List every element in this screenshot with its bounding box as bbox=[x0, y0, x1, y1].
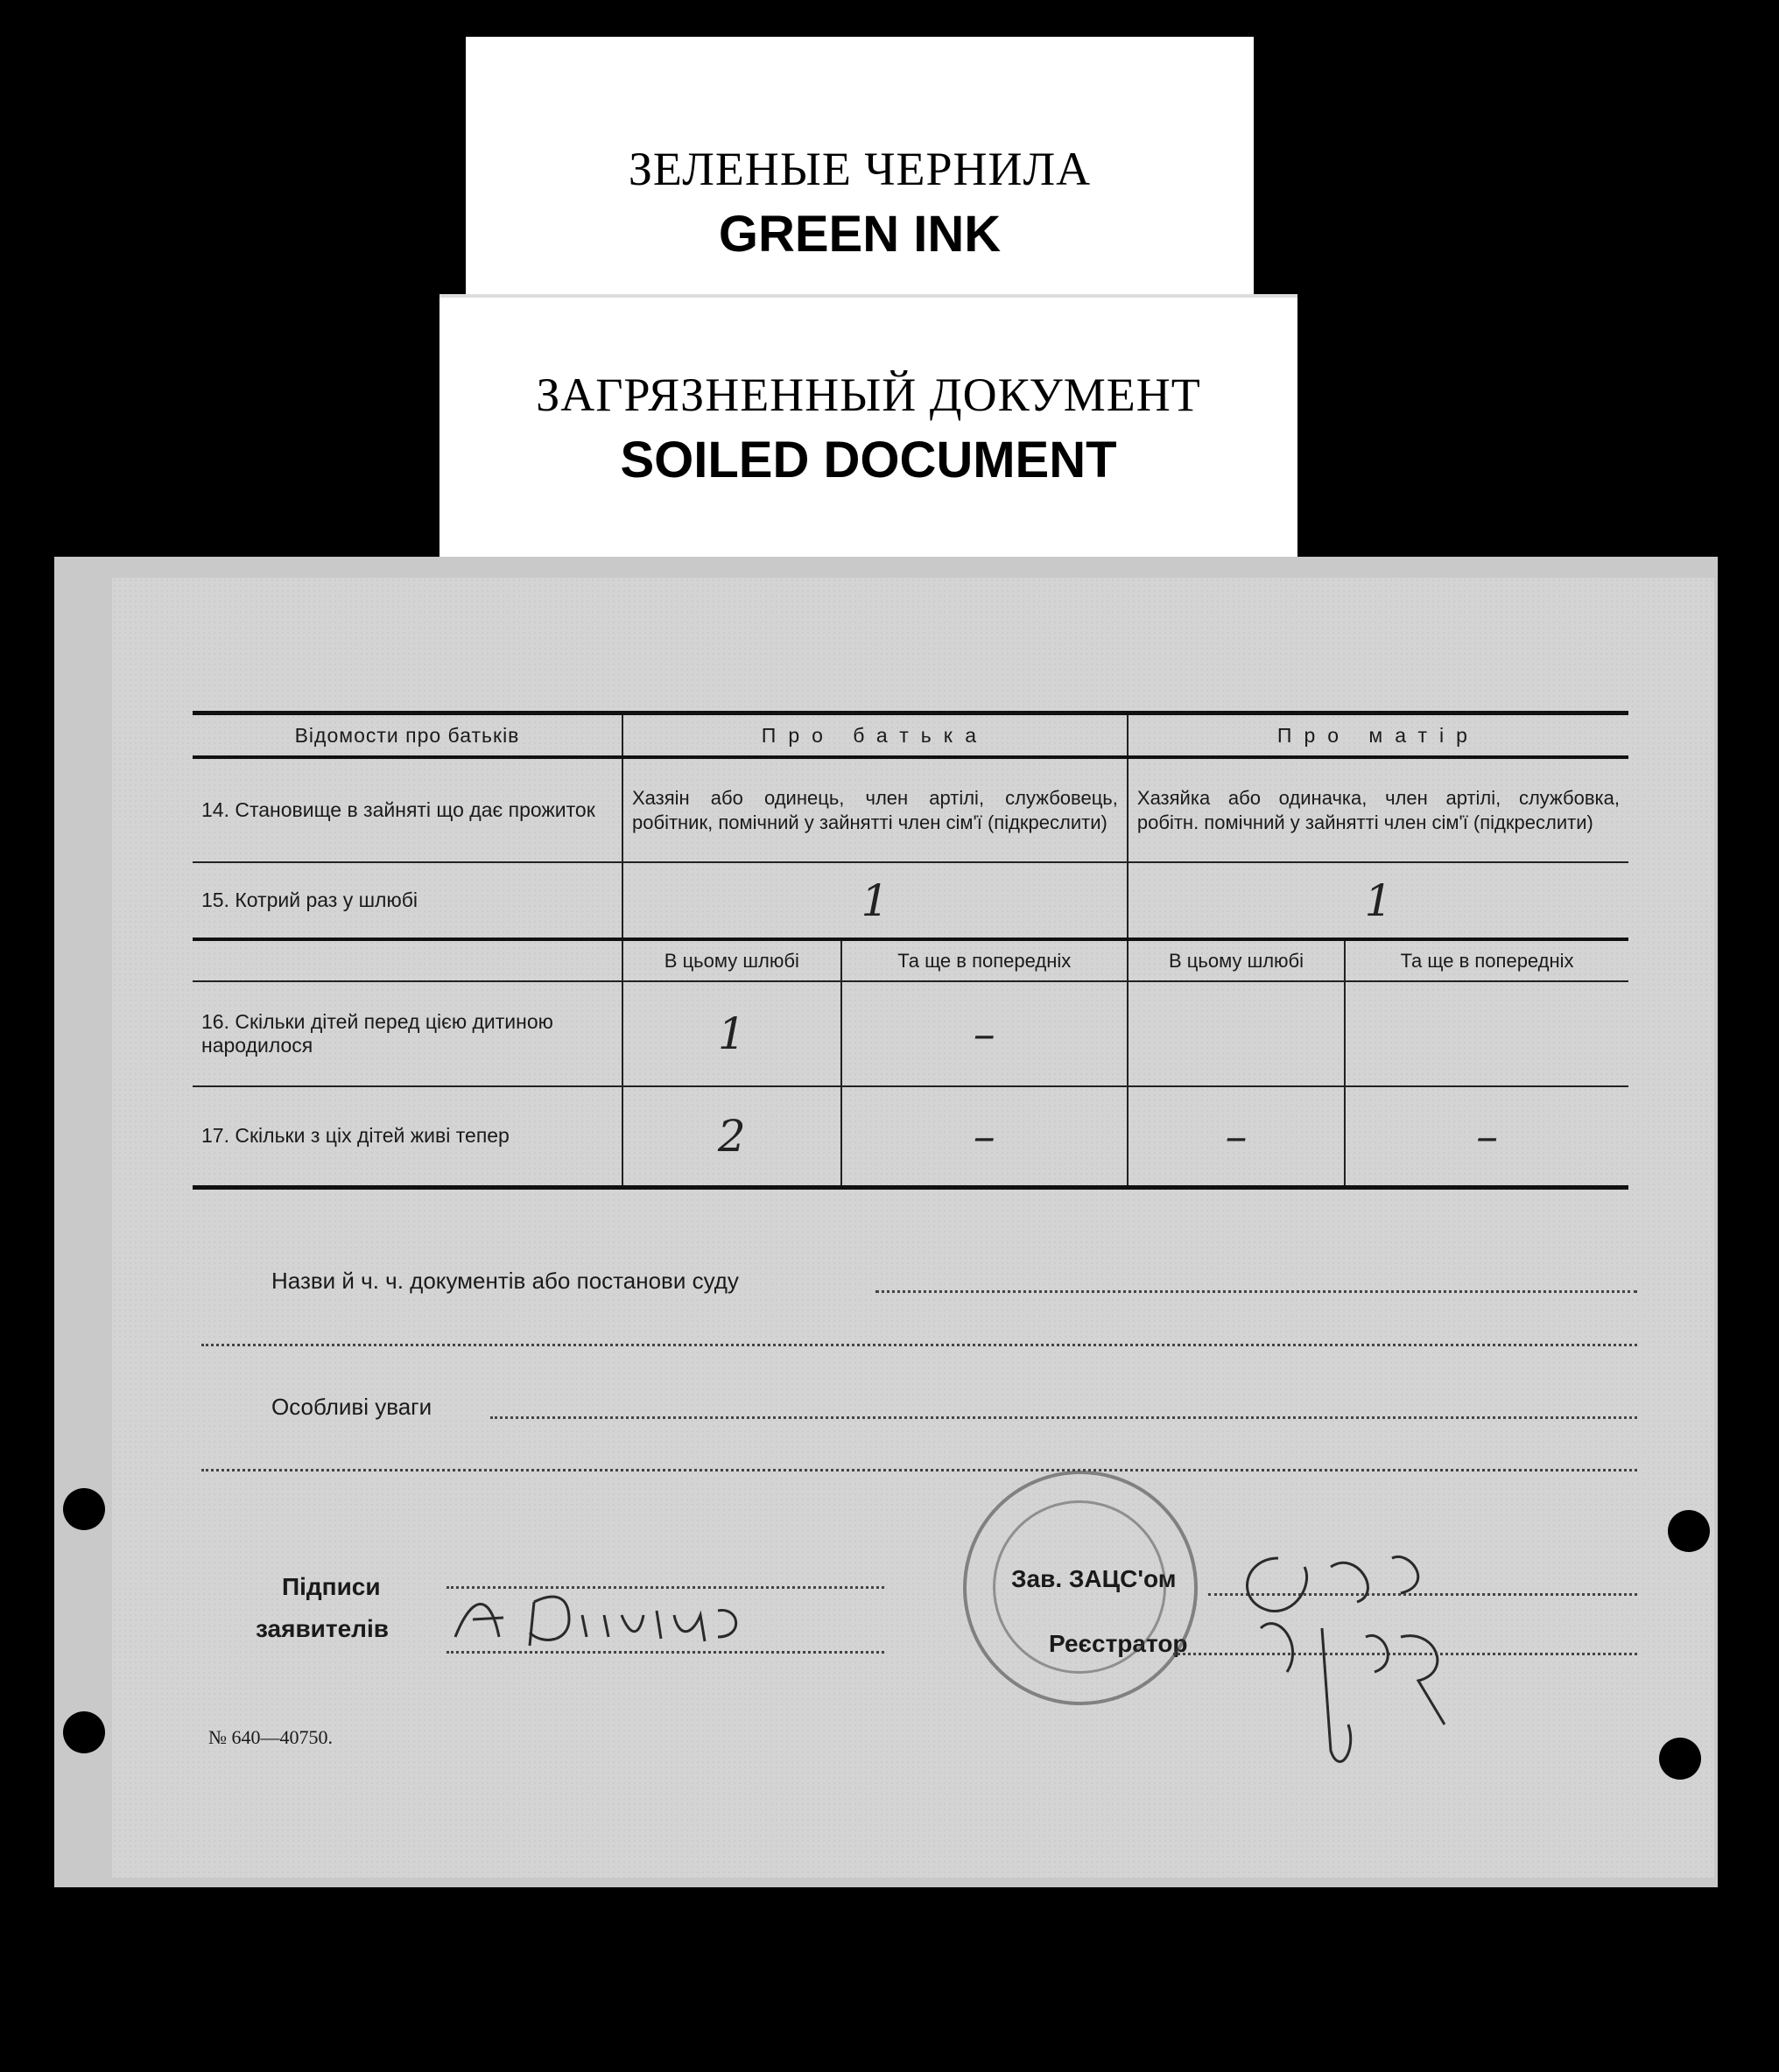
documents-line bbox=[875, 1290, 1637, 1293]
punch-hole-right-top bbox=[1668, 1510, 1710, 1552]
punch-hole-left-bottom bbox=[63, 1711, 105, 1753]
green-ink-label-en: GREEN INK bbox=[718, 206, 1002, 263]
table-header-row bbox=[193, 713, 1628, 758]
registrar-label: Реєстратор bbox=[1049, 1630, 1188, 1657]
zags-head-label: Зав. ЗАЦС'ом bbox=[1011, 1565, 1177, 1592]
mother-occupation-options: Хазяйка або одиначка, член артілі, службовка, робітн. помічний у зайнятті член сім'ї (підкреслити) bbox=[1128, 757, 1628, 862]
header-parents-info: Відомости про батьків bbox=[193, 713, 622, 758]
father-previous-header: Та ще в попередніх bbox=[841, 939, 1128, 981]
table-subheader-row bbox=[193, 939, 1628, 981]
father-this-marriage-header: В цьому шлюбі bbox=[622, 939, 841, 981]
mother-marriage-count: 1 bbox=[1128, 862, 1628, 939]
father-children-this: 1 bbox=[622, 981, 841, 1086]
notes-label: Особливі уваги bbox=[271, 1394, 432, 1420]
father-living-prev: – bbox=[841, 1086, 1128, 1187]
table-row-17 bbox=[193, 1086, 1628, 1187]
soiled-document-label-card bbox=[439, 298, 1297, 560]
form-number: № 640—40750. bbox=[208, 1726, 333, 1748]
mother-children-prev bbox=[1345, 981, 1628, 1086]
table-row-16 bbox=[193, 981, 1628, 1086]
punch-hole-left-top bbox=[63, 1488, 105, 1530]
mother-previous-header: Та ще в попередніх bbox=[1345, 939, 1628, 981]
table-row-15 bbox=[193, 862, 1628, 939]
green-ink-label-card bbox=[466, 37, 1254, 326]
applicant-signature bbox=[438, 1576, 788, 1654]
header-mother: Про матір bbox=[1128, 713, 1628, 758]
parents-info-table bbox=[193, 711, 1628, 1190]
father-marriage-count: 1 bbox=[622, 862, 1128, 939]
notes-line-2 bbox=[201, 1469, 1637, 1471]
question-15: 15. Котрий раз у шлюбі bbox=[193, 862, 622, 939]
soiled-document-label-ru: ЗАГРЯЗНЕННЫЙ ДОКУМЕНТ bbox=[536, 369, 1201, 421]
mother-living-prev: – bbox=[1345, 1086, 1628, 1187]
applicants-signature-label-1: Підписи bbox=[282, 1573, 381, 1600]
mother-children-this bbox=[1128, 981, 1345, 1086]
official-stamp bbox=[963, 1471, 1198, 1705]
documents-label: Назви й ч. ч. документів або постанови суду bbox=[271, 1268, 739, 1294]
punch-hole-right-bottom bbox=[1659, 1738, 1701, 1780]
header-father: Про батька bbox=[622, 713, 1128, 758]
mother-this-marriage-header: В цьому шлюбі bbox=[1128, 939, 1345, 981]
mother-living-this: – bbox=[1128, 1086, 1345, 1187]
table-row-14 bbox=[193, 757, 1628, 862]
soiled-document-label-en: SOILED DOCUMENT bbox=[620, 432, 1117, 488]
question-14: 14. Становище в зайняті що дає прожиток bbox=[193, 757, 622, 862]
documents-line-2 bbox=[201, 1344, 1637, 1346]
father-occupation-options: Хазяін або одинець, член артілі, службовець, робітник, помічний у зайнятті член сім'ї (підкреслити) bbox=[622, 757, 1128, 862]
father-living-this: 2 bbox=[622, 1086, 841, 1187]
applicants-signature-label-2: заявителів bbox=[256, 1615, 389, 1642]
notes-line bbox=[490, 1416, 1637, 1419]
question-16: 16. Скільки дітей перед цією дитиною народилося bbox=[193, 981, 622, 1086]
official-signatures bbox=[1226, 1532, 1488, 1812]
question-17: 17. Скільки з ціх дітей живі тепер bbox=[193, 1086, 622, 1187]
green-ink-label-ru: ЗЕЛЕНЫЕ ЧЕРНИЛА bbox=[628, 143, 1092, 195]
father-children-prev: – bbox=[841, 981, 1128, 1086]
